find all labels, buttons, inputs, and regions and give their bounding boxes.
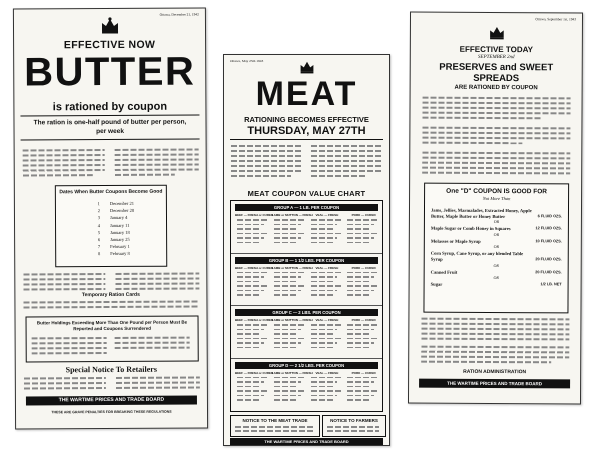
column-header: BEEF — FRESH or CURED [235, 213, 274, 217]
coupon-number: 8 [97, 251, 101, 257]
coupon-number: 5 [97, 229, 101, 235]
column-header: VEAL — FRESH [315, 370, 339, 375]
column-header: BEEF — FRESH or CURED [235, 370, 274, 375]
column-header: LAMB or MUTTON — FRESH [271, 213, 313, 217]
butter-headline-big: BUTTER [24, 49, 196, 95]
crown-icon [99, 17, 119, 34]
d-coupon-subtitle: Not More Than [482, 195, 511, 202]
group-band: GROUP B — 1 1/2 LBS. PER COUPON [235, 257, 378, 264]
coupon-date: January 11 [110, 222, 130, 228]
coupon-number: 2 [97, 208, 100, 214]
preserves-headline-end: ARE RATIONED BY COUPON [454, 84, 538, 92]
preserves-example-text [411, 13, 582, 14]
column-header: PORK — CURED [351, 213, 376, 217]
notice-meat-trade: NOTICE TO THE MEAT TRADE [230, 415, 320, 437]
coupon-date: February 8 [110, 251, 130, 257]
coupon-date: January 18 [110, 229, 130, 235]
board-band: THE WARTIME PRICES AND TRADE BOARD [230, 438, 383, 445]
butter-ration-note: The ration is one-half pound of butter per person, per week [33, 118, 187, 135]
coupon-date: January 4 [109, 215, 128, 221]
coupon-number: 7 [97, 244, 101, 250]
column-header: BEEF — FRESH or CURED [235, 265, 274, 270]
item-quantity: 10 FLUID OZS. [535, 238, 562, 244]
column-header: PORK — CURED [351, 370, 376, 375]
preserves-headline-small: EFFECTIVE TODAY [459, 44, 534, 55]
or-separator: OR [493, 275, 499, 281]
column-header: LAMB or MUTTON — FRESH [271, 318, 313, 322]
coupon-number: 6 [97, 237, 101, 243]
coupon-number: 1 [97, 201, 100, 207]
coupon-number: 3 [97, 215, 101, 221]
board-band: THE WARTIME PRICES AND TRADE BOARD [419, 379, 570, 389]
column-header: VEAL — FRESH [315, 318, 339, 322]
column-header: PORK — CURED [351, 318, 376, 322]
d-coupon-title: One "D" COUPON IS GOOD FOR [446, 187, 547, 196]
item-quantity: 6 FLUID OZS. [537, 213, 562, 218]
butter-headline-small: EFFECTIVE NOW [63, 38, 156, 52]
column-header: BEEF — FRESH or CURED [235, 318, 274, 322]
preserves-intro-text [411, 13, 582, 14]
coupon-item-row [431, 282, 562, 288]
notice-farmers: NOTICE TO FARMERS [322, 415, 386, 437]
item-label: Jams, Jellies, Marmalades, Extracted Honey, Apple Butter, Maple Butter or Honey Butter [430, 207, 532, 219]
holdings-notice-box: Butter Holdings Exceeding More Than One Pound per Person Must Be Reported and Coupons Surrendered [26, 316, 199, 363]
item-quantity: 20 FLUID OZS. [535, 269, 562, 274]
table-title: Dates When Butter Coupons Become Good [59, 188, 163, 196]
column-header: LAMB or MUTTON — FRESH [271, 265, 313, 270]
coupon-item-row [431, 208, 562, 220]
item-quantity: 12 FLUID OZS. [535, 226, 562, 231]
item-label: Canned Fruit [430, 269, 458, 275]
d-coupon-box [423, 183, 569, 314]
column-header: VEAL — FRESH [315, 213, 339, 217]
butter-poster [13, 7, 208, 429]
crown-icon [299, 60, 315, 74]
or-separator: OR [493, 262, 499, 268]
group-band: GROUP A — 1 LB. PER COUPON [235, 204, 378, 211]
item-quantity: 20 FLUID OZS. [535, 257, 562, 262]
coupon-value-chart [230, 200, 383, 412]
ration-administration: RATION ADMINISTRATION [463, 368, 527, 376]
body-text-left [14, 9, 205, 10]
retailers-heading: Special Notice To Retailers [65, 364, 157, 375]
item-label: Sugar [430, 281, 443, 287]
meat-headline-small: RATIONING BECOMES EFFECTIVE [244, 115, 369, 124]
coupon-date: February 1 [110, 244, 130, 250]
column-header: PORK — CURED [351, 265, 376, 270]
item-label: Corn Syrup, Cane Syrup, or any blended Table Syrup [430, 251, 524, 262]
table-row [78, 214, 134, 221]
or-separator: OR [493, 231, 500, 237]
table-row [78, 250, 134, 257]
butter-headline-sub: is rationed by coupon [52, 100, 168, 114]
coupon-number: 4 [97, 222, 101, 228]
board-band: THE WARTIME PRICES AND TRADE BOARD [26, 396, 197, 406]
meat-date: Ottawa, May 25th 1943 [230, 59, 264, 63]
column-header: VEAL — FRESH [315, 265, 339, 270]
table-row [78, 221, 134, 228]
column-header: LAMB or MUTTON — FRESH [271, 370, 313, 375]
preserves-headline-big: PRESERVES and SWEET SPREADS [439, 61, 554, 84]
preserves-poster [408, 12, 583, 405]
temporary-ration-heading: Temporary Ration Cards [81, 291, 140, 299]
butter-date: Ottawa, December 21, 1942 [159, 12, 199, 17]
item-label: Molasses or Maple Syrup [430, 238, 481, 244]
item-label: Maple Sugar or Comb Honey in Squares [430, 225, 511, 232]
coupon-date: December 21 [109, 200, 135, 207]
meat-headline-day: THURSDAY, MAY 27TH [247, 125, 366, 137]
group-band: GROUP C — 2 LBS. PER COUPON [235, 309, 378, 316]
preserves-headline-date: SEPTEMBER 2nd [478, 54, 515, 61]
preserves-date: Ottawa, September 1st, 1943 [535, 17, 576, 22]
coupon-date: January 25 [110, 236, 130, 243]
or-separator: OR [493, 219, 500, 225]
meat-poster [223, 54, 390, 446]
or-separator: OR [493, 244, 499, 250]
group-band: GROUP D — 2 1/2 LBS. PER COUPON [235, 362, 378, 369]
meat-chart-title: MEAT COUPON VALUE CHART [247, 189, 366, 198]
crown-icon [488, 25, 505, 40]
penalties-footer: THESE ARE GRAVE PENALTIES FOR BREAKING THESE REGULATIONS [51, 409, 172, 415]
coupon-date: December 28 [109, 208, 135, 214]
meat-headline-big: MEAT [255, 75, 358, 113]
coupon-item-row [431, 251, 562, 263]
item-quantity: 1/2 LB. NET [540, 282, 562, 287]
coupon-date-table [55, 185, 167, 268]
